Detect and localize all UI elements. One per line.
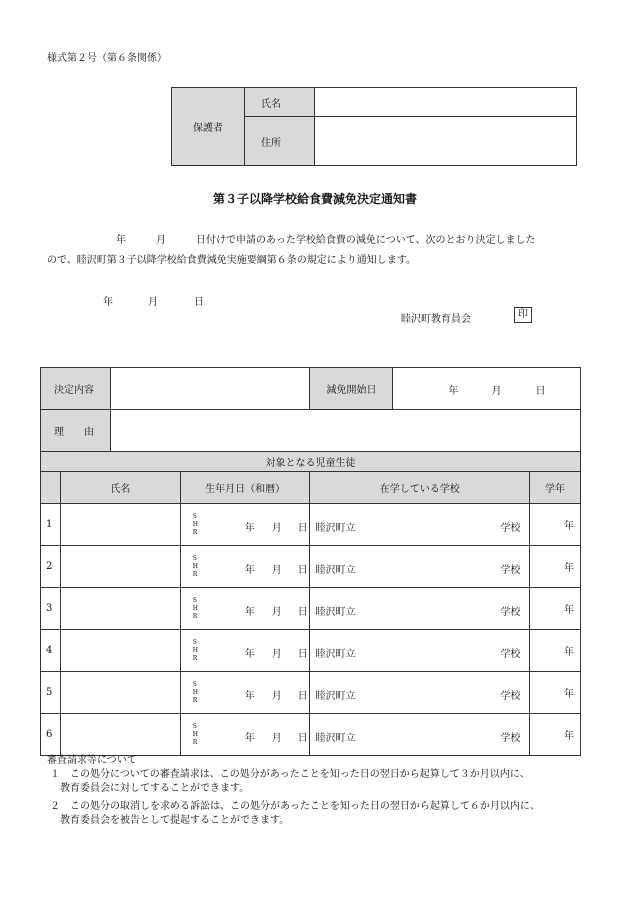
era-heisei[interactable]: H [192,688,198,696]
era-selector[interactable] [181,597,201,621]
form-number: 様式第２号（第６条関係） [47,53,167,64]
school-suffix: 学校 [500,691,521,702]
child-grade-field[interactable]: 年 [530,504,581,546]
birth-month: 月 [271,607,282,618]
reason-field[interactable] [110,410,580,452]
date-year: 年 [103,297,113,308]
child-birthdate-field[interactable] [180,672,310,714]
seal-mark: 印 [514,307,532,323]
birth-year: 年 [244,649,255,660]
school-town-prefix: 睦沢町立 [315,523,356,534]
era-selector[interactable] [181,681,201,705]
guardian-name-field[interactable] [315,88,577,117]
birth-year: 年 [244,565,255,576]
birthdate-header: 生年月日（和暦） [180,472,310,504]
child-birthdate-field[interactable] [180,714,310,756]
birth-day: 日 [297,649,308,660]
decision-content-field[interactable] [110,368,310,410]
grade-header: 学年 [530,472,581,504]
child-row-number: 3 [41,588,61,630]
child-row [41,672,581,714]
child-name-header: 氏名 [60,472,180,504]
start-date-label: 減免開始日 [310,368,393,409]
issuer-name: 睦沢町教育員会 [401,314,471,325]
school-suffix: 学校 [500,607,521,618]
birth-day: 日 [297,607,308,618]
era-showa[interactable]: S [192,680,197,688]
child-school-field[interactable] [310,588,530,630]
note-1-line-2: 教育委員会に対してすることができます。 [60,783,250,794]
intro-line-1: 年 月 日付けで申請のあった学校給食費の減免について、次のとおり決定しました [116,235,536,246]
child-name-field[interactable] [60,588,180,630]
child-row [41,714,581,756]
child-row [41,546,581,588]
child-row-number: 6 [41,714,61,756]
school-header: 在学している学校 [310,472,530,504]
decision-content-label: 決定内容 [41,368,111,410]
school-suffix: 学校 [500,565,521,576]
child-name-field[interactable] [60,546,180,588]
school-town-prefix: 睦沢町立 [315,565,356,576]
era-showa[interactable]: S [192,596,197,604]
notes-heading: 審査請求等について [47,755,137,766]
note-2-line-1: ２ この処分の取消しを求める訴訟は、この処分があったことを知った日の翌日から起算して６か月以内に、 [50,801,540,812]
era-reiwa[interactable]: R [192,738,198,746]
era-reiwa[interactable]: R [192,654,198,662]
child-birthdate-field[interactable] [180,630,310,672]
birth-day: 日 [297,691,308,702]
birth-day: 日 [297,565,308,576]
child-birthdate-field[interactable] [180,546,310,588]
children-section-title: 対象となる児童生徒 [41,452,581,472]
era-selector[interactable] [181,639,201,663]
era-reiwa[interactable]: R [192,528,198,536]
era-heisei[interactable]: H [192,646,198,654]
child-school-field[interactable] [310,672,530,714]
child-row-number: 1 [41,504,61,546]
era-reiwa[interactable]: R [192,570,198,578]
era-heisei[interactable]: H [192,730,198,738]
school-suffix: 学校 [500,733,521,744]
start-month: 月 [491,386,502,397]
era-reiwa[interactable]: R [192,612,198,620]
row-number-header [41,472,61,504]
birth-month: 月 [271,649,282,660]
start-date-field[interactable] [393,368,580,409]
intro-line-2: ので、睦沢町第３子以降学校給食費減免実施要綱第６条の規定により通知します。 [47,255,416,266]
birth-month: 月 [271,691,282,702]
birth-month: 月 [271,733,282,744]
era-reiwa[interactable]: R [192,696,198,704]
birth-day: 日 [297,523,308,534]
birth-year: 年 [244,691,255,702]
child-grade-field[interactable]: 年 [530,672,581,714]
child-row [41,504,581,546]
note-2-line-2: 教育委員会を被告として提起することができます。 [60,815,290,826]
child-row-number: 2 [41,546,61,588]
child-grade-field[interactable]: 年 [530,714,581,756]
guardian-table [171,87,577,166]
birth-month: 月 [271,565,282,576]
child-school-field[interactable] [310,630,530,672]
era-heisei[interactable]: H [192,604,198,612]
note-1-line-1: １ この処分についての審査請求は、この処分があったことを知った日の翌日から起算して３か月以内に、 [50,769,530,780]
child-birthdate-field[interactable] [180,504,310,546]
child-school-field[interactable] [310,504,530,546]
school-suffix: 学校 [500,649,521,660]
school-town-prefix: 睦沢町立 [315,733,356,744]
guardian-address-field[interactable] [315,117,577,166]
child-name-field[interactable] [60,630,180,672]
era-heisei[interactable]: H [192,562,198,570]
era-showa[interactable]: S [192,554,197,562]
child-row-number: 5 [41,672,61,714]
era-selector[interactable] [181,513,201,537]
child-name-field[interactable] [60,714,180,756]
birth-year: 年 [244,733,255,744]
date-month: 月 [148,297,158,308]
birth-year: 年 [244,523,255,534]
guardian-label: 保護者 [172,88,245,166]
guardian-name-label: 氏名 [245,88,315,117]
start-day: 日 [535,386,546,397]
school-town-prefix: 睦沢町立 [315,607,356,618]
child-name-field[interactable] [60,672,180,714]
child-grade-field[interactable]: 年 [530,546,581,588]
child-school-field[interactable] [310,714,530,756]
era-selector[interactable] [181,555,201,579]
child-birthdate-field[interactable] [180,588,310,630]
date-day: 日 [194,297,204,308]
child-row [41,588,581,630]
child-row-number: 4 [41,630,61,672]
reason-label: 理 由 [41,410,111,452]
era-showa[interactable]: S [192,638,197,646]
birth-month: 月 [271,523,282,534]
birth-day: 日 [297,733,308,744]
school-town-prefix: 睦沢町立 [315,691,356,702]
school-town-prefix: 睦沢町立 [315,649,356,660]
notes-section [47,754,607,828]
era-heisei[interactable]: H [192,520,198,528]
document-title: 第３子以降学校給食費減免決定通知書 [212,192,417,206]
era-showa[interactable]: S [192,512,197,520]
era-showa[interactable]: S [192,722,197,730]
birth-year: 年 [244,607,255,618]
guardian-address-label: 住所 [245,117,315,166]
child-school-field[interactable] [310,546,530,588]
start-year: 年 [448,386,459,397]
school-suffix: 学校 [500,523,521,534]
child-grade-field[interactable]: 年 [530,630,581,672]
decision-table [40,367,581,756]
era-selector[interactable] [181,723,201,747]
child-grade-field[interactable]: 年 [530,588,581,630]
child-name-field[interactable] [60,504,180,546]
child-row [41,630,581,672]
